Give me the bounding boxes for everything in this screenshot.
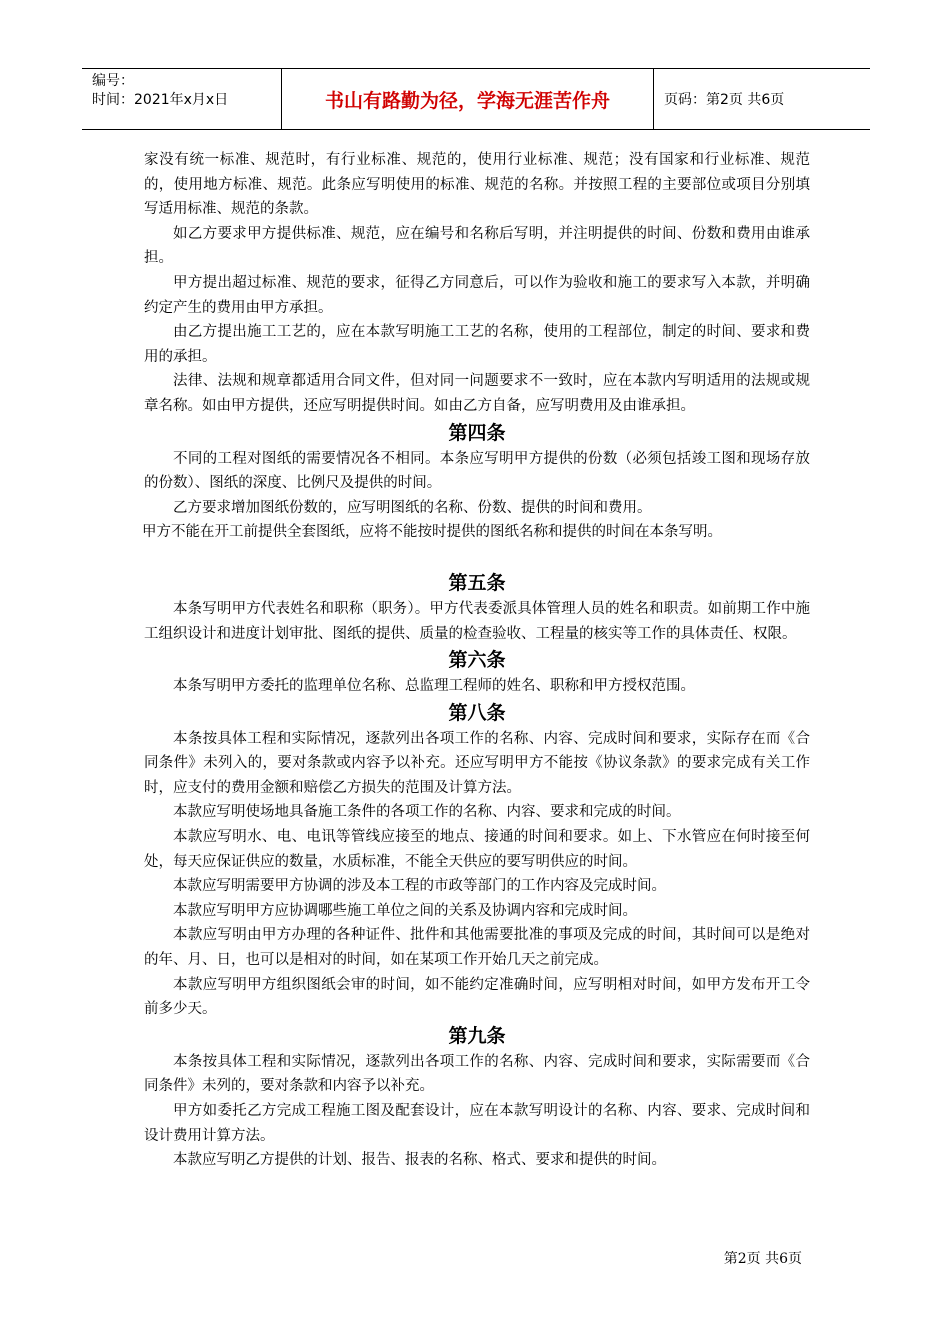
paragraph: 本款应写明使场地具备施工条件的各项工作的名称、内容、要求和完成的时间。 [173, 804, 681, 821]
paragraph: 法律、法规和规章都适用合同文件，但对同一问题要求不一致时，应在本款内写明适用的法规或规章名称。如由甲方提供，还应写明提供时间。如由乙方自备，应写明费用及由谁承担。 [144, 373, 810, 414]
section-heading-5: 第五条 [448, 571, 506, 594]
paragraph: 甲方提出超过标准、规范的要求，征得乙方同意后，可以作为验收和施工的要求写入本款，并明确约定产生的费用由甲方承担。 [144, 274, 810, 316]
paragraph: 甲方如委托乙方完成工程施工图及配套设计，应在本款写明设计的名称、内容、要求、完成时间和设计费用计算方法。 [144, 1103, 810, 1144]
paragraph: 本条按具体工程和实际情况，逐款列出各项工作的名称、内容、完成时间和要求，实际需要而《合同条件》未列的，要对条款和内容予以补充。 [144, 1053, 810, 1095]
paragraph: 由乙方提出施工工艺的，应在本款写明施工工艺的名称，使用的工程部位，制定的时间、要求和费用的承担。 [144, 324, 810, 365]
section-heading-4: 第四条 [448, 421, 506, 444]
paragraph: 本款应写明由甲方办理的各种证件、批件和其他需要批准的事项及完成的时间，其时间可以是绝对的年、月、日，也可以是相对的时间，如在某项工作开始几天之前完成。 [144, 927, 810, 969]
paragraph: 本款应写明乙方提供的计划、报告、报表的名称、格式、要求和提供的时间。 [173, 1152, 666, 1169]
section-heading-6: 第六条 [448, 649, 506, 672]
paragraph: 如乙方要求甲方提供标准、规范，应在编号和名称后写明，并注明提供的时间、份数和费用由谁承担。 [144, 225, 810, 267]
paragraph: 家没有统一标准、规范时，有行业标准、规范的，使用行业标准、规范；没有国家和行业标准、规范的，使用地方标准、规范。此条应写明使用的标准、规范的名称。并按照工程的主要部位或项目分别填写适用标准、规范的条款。 [144, 152, 810, 218]
header-motto: 书山有路勤为径，学海无涯苦作舟 [282, 69, 654, 129]
document-body [144, 148, 810, 1173]
spacer [144, 545, 810, 569]
paragraph: 本款应写明甲方应协调哪些施工单位之间的关系及协调内容和完成时间。 [173, 902, 637, 919]
paragraph: 本条写明甲方委托的监理单位名称、总监理工程师的姓名、职称和甲方授权范围。 [173, 678, 695, 695]
page-footer-number: 第2页 共6页 [723, 1251, 802, 1267]
paragraph: 本条写明甲方代表姓名和职称（职务）。甲方代表委派具体管理人员的姓名和职责。如前期工作中施工组织设计和进度计划审批、图纸的提供、质量的检查验收、工程量的核实等工作的具体责任、权限。 [144, 600, 810, 642]
section-heading-9: 第九条 [448, 1024, 506, 1047]
paragraph: 本款应写明需要甲方协调的涉及本工程的市政等部门的工作内容及完成时间。 [173, 878, 666, 895]
document-date-label: 时间：2021年x月x日 [92, 92, 229, 108]
header-meta [82, 69, 282, 129]
paragraph: 本款应写明甲方组织图纸会审的时间，如不能约定准确时间，应写明相对时间，如甲方发布开工令前多少天。 [144, 976, 810, 1018]
paragraph: 甲方不能在开工前提供全套图纸，应将不能按时提供的图纸名称和提供的时间在本条写明。 [142, 524, 722, 541]
paragraph: 不同的工程对图纸的需要情况各不相同。本条应写明甲方提供的份数（必须包括竣工图和现场存放的份数）、图纸的深度、比例尺及提供的时间。 [144, 450, 810, 492]
section-heading-8: 第八条 [448, 701, 506, 724]
document-number-label: 编号： [92, 73, 134, 89]
paragraph: 乙方要求增加图纸份数的，应写明图纸的名称、份数、提供的时间和费用。 [173, 499, 652, 516]
header-page-number: 页码：第2页 共6页 [664, 92, 785, 108]
paragraph: 本款应写明水、电、电讯等管线应接至的地点、接通的时间和要求。如上、下水管应在何时接至何处，每天应保证供应的数量，水质标准，不能全天供应的要写明供应的时间。 [144, 829, 810, 870]
page-header [82, 68, 870, 130]
paragraph: 本条按具体工程和实际情况，逐款列出各项工作的名称、内容、完成时间和要求，实际存在而《合同条件》未列入的，要对条款或内容予以补充。还应写明甲方不能按《协议条款》的要求完成有关工作时，应支付的费用金额和赔偿乙方损失的范围及计算方法。 [144, 730, 810, 796]
